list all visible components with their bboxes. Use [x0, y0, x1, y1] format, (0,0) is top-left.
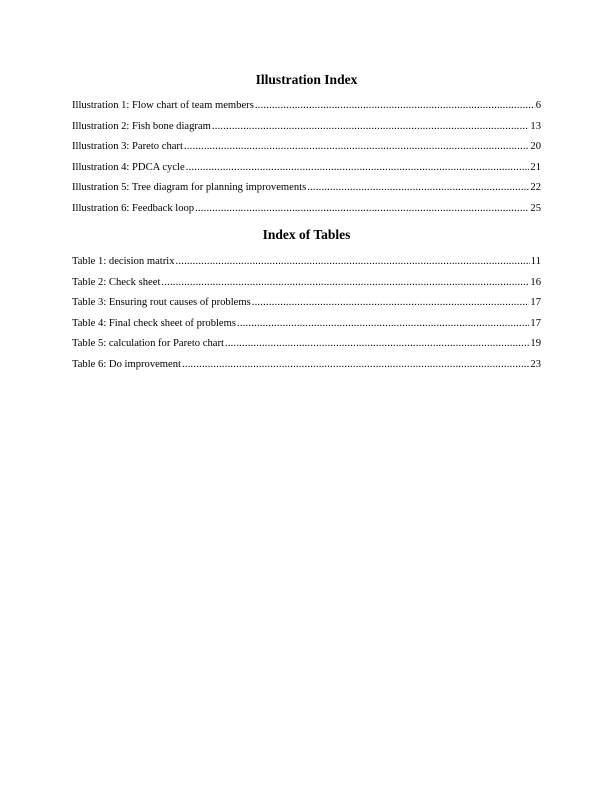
illustration-entry[interactable] [72, 99, 541, 120]
entry-page-number: 19 [530, 338, 541, 350]
dot-leader [161, 276, 529, 289]
entry-page-number: 16 [530, 276, 541, 288]
dot-leader [307, 181, 529, 194]
table-entry[interactable] [72, 296, 541, 317]
dot-leader [195, 202, 529, 215]
table-entry[interactable] [72, 358, 541, 379]
entry-page-number: 25 [530, 202, 541, 214]
illustration-entry[interactable] [72, 181, 541, 202]
table-entry[interactable] [72, 255, 541, 276]
entry-page-number: 23 [530, 358, 541, 370]
dot-leader [225, 337, 529, 350]
table-entry[interactable] [72, 337, 541, 358]
entry-label: Illustration 1: Flow chart of team members [72, 100, 254, 111]
entry-label: Table 4: Final check sheet of problems [72, 317, 237, 329]
entry-label: Table 5: calculation for Pareto chart [72, 338, 224, 350]
dot-leader [237, 317, 529, 330]
entry-page-number: 17 [530, 297, 541, 309]
entry-page-number: 20 [530, 141, 541, 153]
entry-label: Illustration 4: PDCA cycle [72, 161, 185, 173]
table-index-title: Index of Tables [262, 227, 351, 242]
entry-label: Table 1: decision matrix [72, 256, 175, 267]
entry-page-number: 17 [530, 317, 541, 329]
entry-label: Table 3: Ensuring rout causes of problems [72, 297, 251, 309]
table-index-list [72, 255, 541, 379]
entry-page-number: 11 [530, 256, 541, 267]
illustration-index-title: Illustration Index [255, 72, 358, 87]
illustration-entry[interactable] [72, 202, 541, 223]
entry-page-number: 13 [530, 120, 541, 132]
dot-leader [176, 255, 530, 268]
entry-label: Illustration 2: Fish bone diagram [72, 120, 211, 132]
illustration-entry[interactable] [72, 120, 541, 141]
entry-label: Table 2: Check sheet [72, 276, 161, 288]
entry-page-number: 21 [530, 161, 541, 173]
table-entry[interactable] [72, 276, 541, 297]
entry-page-number: 22 [530, 182, 541, 194]
dot-leader [182, 358, 529, 371]
entry-page-number: 6 [535, 100, 541, 111]
illustration-index-list [72, 99, 541, 223]
entry-label: Illustration 3: Pareto chart [72, 141, 183, 153]
dot-leader [255, 99, 535, 112]
entry-label: Table 6: Do improvement [72, 358, 181, 370]
entry-label: Illustration 5: Tree diagram for planning improvements [72, 182, 307, 194]
dot-leader [186, 161, 530, 174]
illustration-entry[interactable] [72, 140, 541, 161]
dot-leader [252, 296, 530, 309]
dot-leader [212, 120, 530, 133]
entry-label: Illustration 6: Feedback loop [72, 202, 195, 214]
illustration-entry[interactable] [72, 161, 541, 182]
dot-leader [184, 140, 529, 153]
table-entry[interactable] [72, 317, 541, 338]
